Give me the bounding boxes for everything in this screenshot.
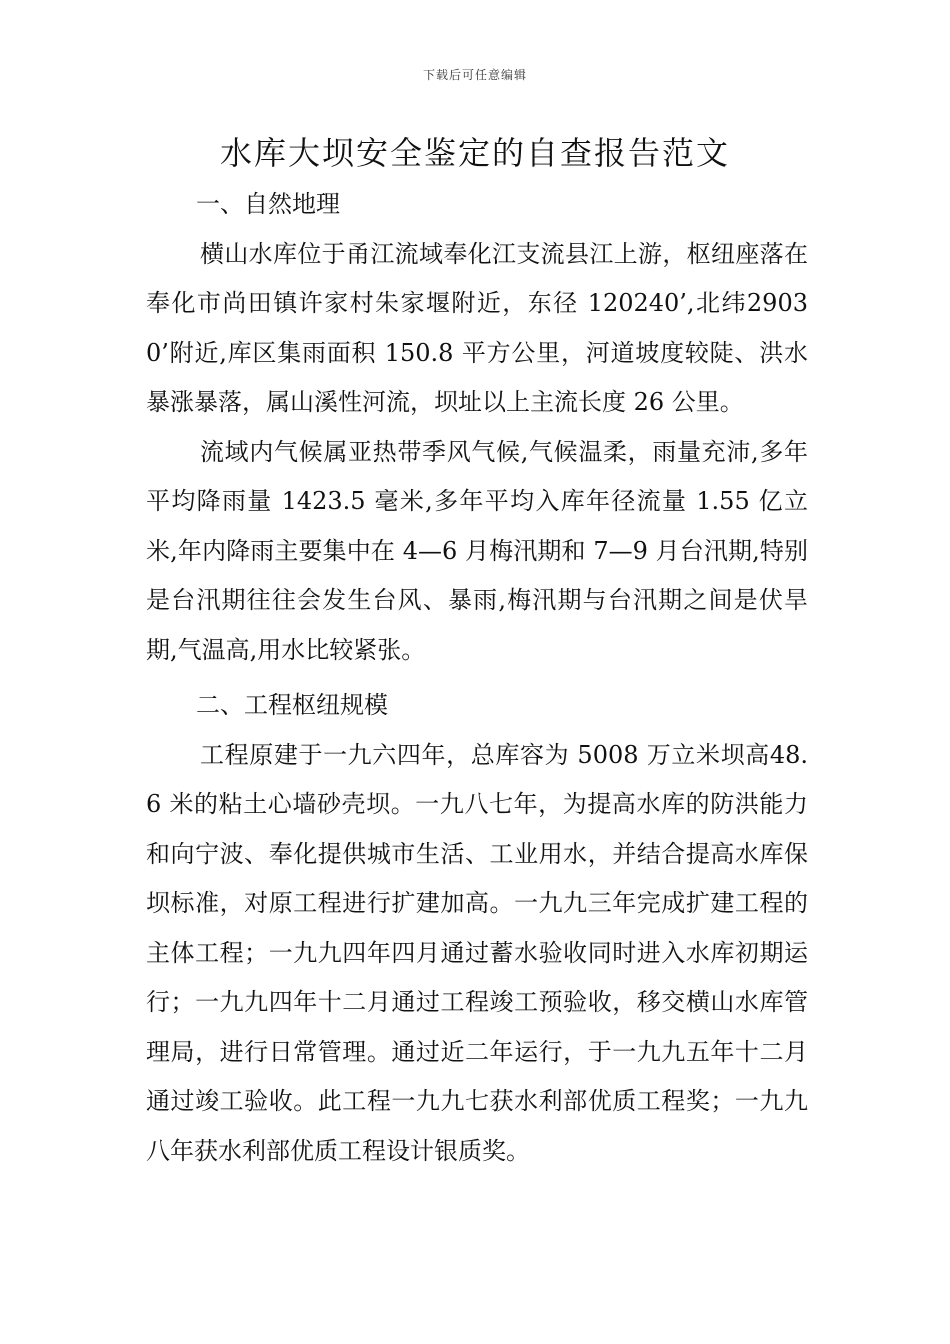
document-body <box>146 180 808 1176</box>
section-heading: 一、自然地理 <box>196 190 340 218</box>
paragraph: 横山水库位于甬江流域奉化江支流县江上游，枢纽座落在奉化市尚田镇许家村朱家堰附近，东径 120240’,北纬29030’附近,库区集雨面积 150.8 平方公里，河道坡度较陡、洪水暴涨暴落，属山溪性河流，坝址以上主流长度 26 公里。 <box>146 239 808 416</box>
section-heading: 二、工程枢纽规模 <box>196 691 388 719</box>
section-project-scale <box>146 681 808 1176</box>
header-note: 下载后可任意编辑 <box>422 68 527 82</box>
document-title: 水库大坝安全鉴定的自查报告范文 <box>219 134 730 172</box>
paragraph: 流域内气候属亚热带季风气候,气候温柔，雨量充沛,多年平均降雨量 1423.5 毫米,多年平均入库年径流量 1.55 亿立米,年内降雨主要集中在 4—6 月梅汛期和 7—9 月台汛期,特别是台汛期往往会发生台风、暴雨,梅汛期与台汛期之间是伏旱期,气温高,用水比较紧张。 <box>146 437 808 664</box>
section-natural-geography <box>146 180 808 675</box>
paragraph: 工程原建于一九六四年，总库容为 5008 万立米坝高48.6 米的粘土心墙砂壳坝。一九八七年，为提高水库的防洪能力和向宁波、奉化提供城市生活、工业用水，并结合提高水库保坝标准，对原工程进行扩建加高。一九九三年完成扩建工程的主体工程；一九九四年四月通过蓄水验收同时进入水库初期运行；一九九四年十二月通过工程竣工预验收，移交横山水库管理局，进行日常管理。通过近二年运行，于一九九五年十二月通过竣工验收。此工程一九九七获水利部优质工程奖；一九九八年获水利部优质工程设计银质奖。 <box>146 740 808 1165</box>
